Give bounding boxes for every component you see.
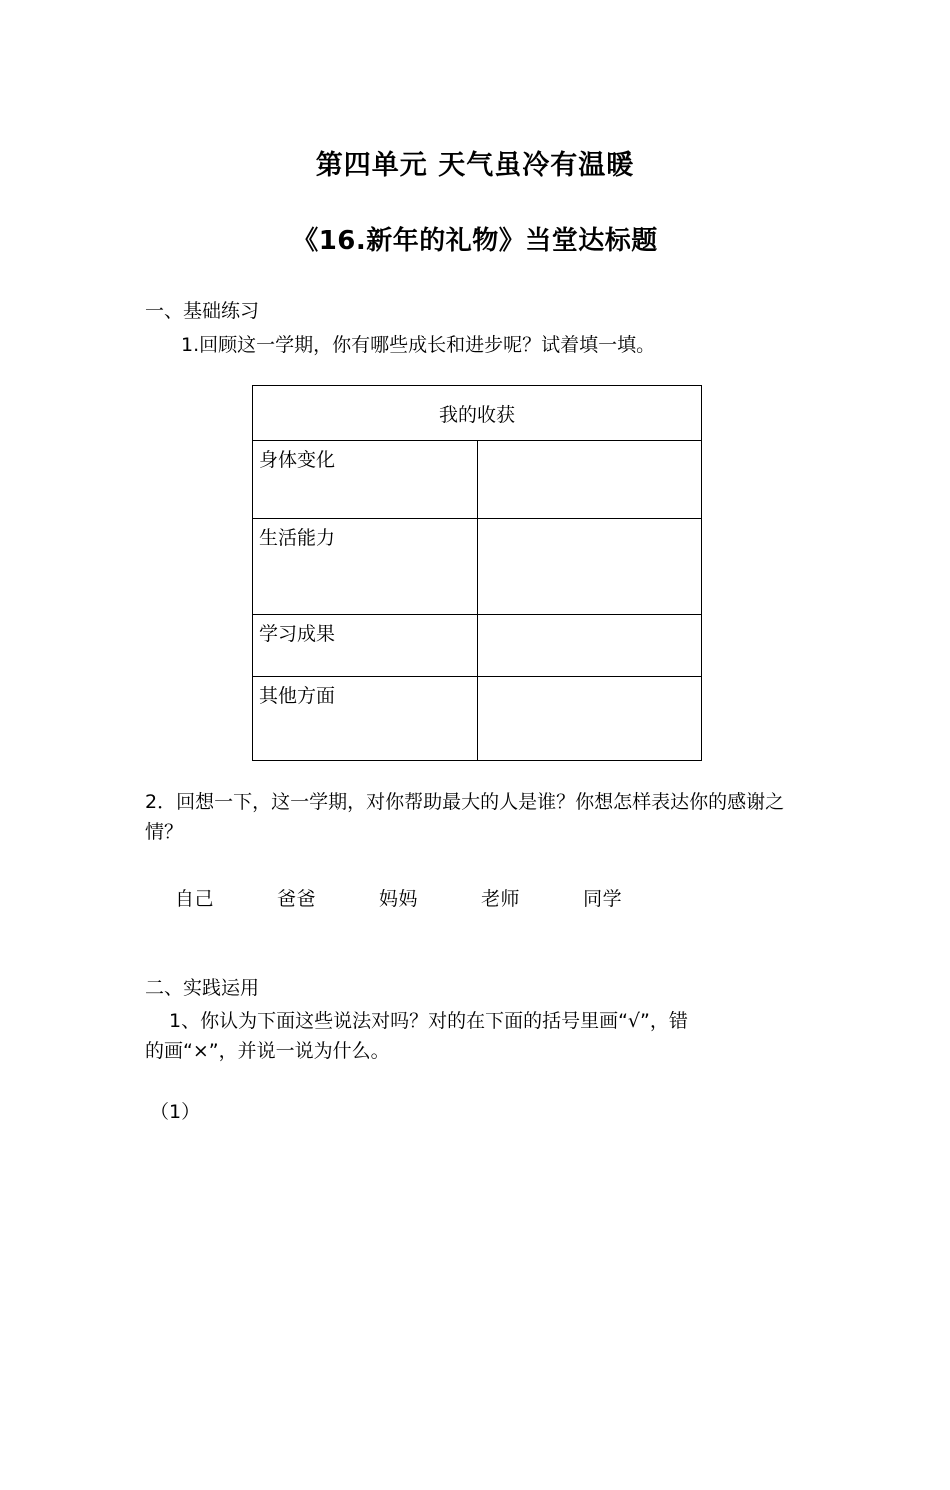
section-two-item-1: （1） [150, 1101, 201, 1124]
harvest-table-wrapper [252, 385, 950, 761]
table-row [253, 385, 702, 440]
page-title: 第四单元 天气虽冷有温暖 [315, 150, 635, 181]
document-page [0, 148, 950, 1490]
section-two-question-1 [145, 1006, 850, 1068]
row-label-other: 其他方面 [253, 676, 478, 760]
harvest-table-header: 我的收获 [253, 385, 702, 440]
section-one-question-1: 1.回顾这一学期，你有哪些成长和进步呢？试着填一填。 [181, 334, 656, 357]
table-row [253, 518, 702, 614]
row-answer-life-skill[interactable] [477, 518, 702, 614]
option-classmate[interactable]: 同学 [583, 887, 623, 910]
option-father[interactable]: 爸爸 [277, 887, 317, 910]
option-teacher[interactable]: 老师 [481, 887, 521, 910]
row-answer-study-result[interactable] [477, 614, 702, 676]
table-row [253, 676, 702, 760]
section-one-heading: 一、基础练习 [145, 299, 260, 322]
row-label-life-skill: 生活能力 [253, 518, 478, 614]
table-row [253, 440, 702, 518]
section-one-question-2 [145, 787, 820, 848]
table-row [253, 614, 702, 676]
section-one-question-2-text: 2．回想一下，这一学期，对你帮助最大的人是谁？你想怎样表达你的感谢之情？ [145, 790, 785, 844]
row-label-study-result: 学习成果 [253, 614, 478, 676]
section-two-heading: 二、实践运用 [145, 976, 260, 999]
section-two-question-1-line2: 的画“×”，并说一说为什么。 [145, 1040, 390, 1063]
answer-options-list [175, 884, 950, 911]
page-subtitle: 《16.新年的礼物》当堂达标题 [292, 226, 658, 257]
option-mother[interactable]: 妈妈 [379, 887, 419, 910]
row-label-body-change: 身体变化 [253, 440, 478, 518]
harvest-table [252, 385, 702, 761]
option-self[interactable]: 自己 [175, 887, 215, 910]
row-answer-body-change[interactable] [477, 440, 702, 518]
row-answer-other[interactable] [477, 676, 702, 760]
section-two-question-1-line1: 1、你认为下面这些说法对吗？对的在下面的括号里画“√”，错 [169, 1009, 688, 1032]
